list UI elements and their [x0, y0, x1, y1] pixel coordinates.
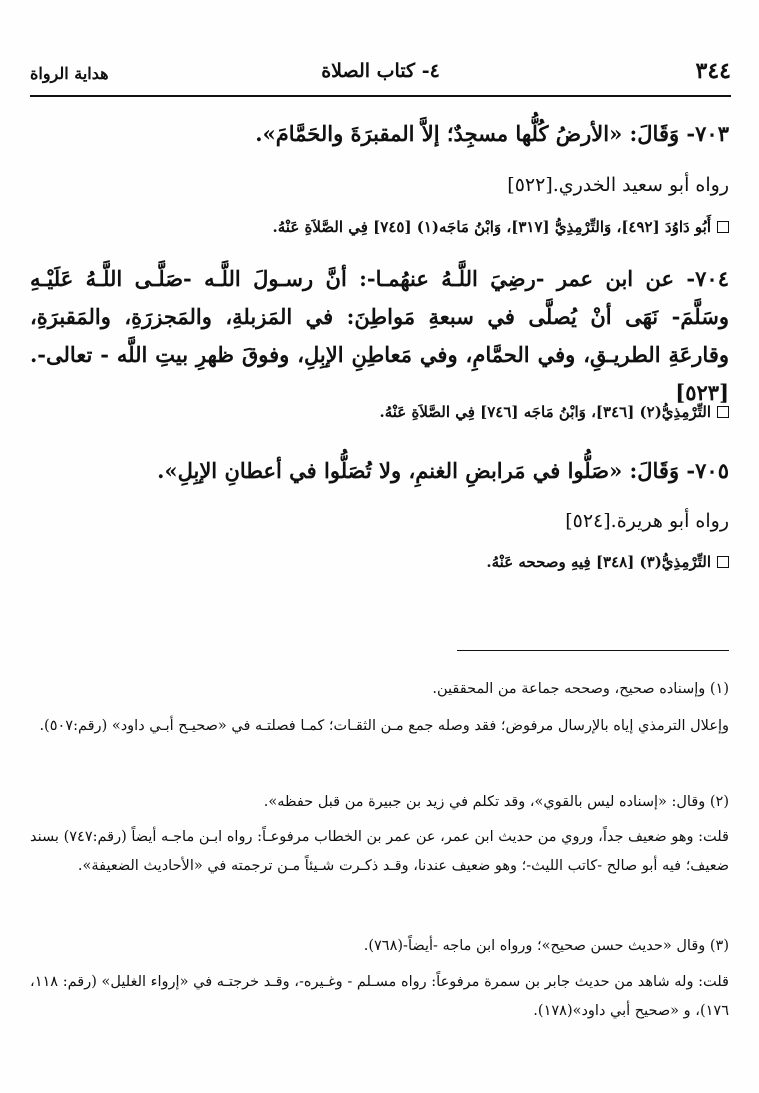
hadith-705-sources-text: التِّرْمِذِيُّ(٣) [٣٤٨] فِيهِ وصححه عَنْهُ. [486, 553, 711, 571]
page-header [30, 58, 731, 90]
page-number: ٣٤٤ [695, 58, 731, 84]
hadith-704-sources [30, 401, 729, 423]
footnote-2: (٢) وقال: «إسناده ليس بالقوي»، وقد تكلم في زيد بن جبيرة من قبل حفظه». [263, 794, 729, 810]
chapter-title: ٤- كتاب الصلاة [321, 60, 440, 82]
footnote-1: (١) وإسناده صحيح، وصححه جماعة من المحققين. [432, 681, 729, 697]
footnote-3: (٣) وقال «حديث حسن صحيح»؛ ورواه ابن ماجه -أيضاً-(٧٦٨). [363, 938, 729, 954]
footnote-3-note: قلت: وله شاهد من حديث جابر بن سمرة مرفوعاً: رواه مسـلم - وغـيره-، وقـد خرجتـه في «إرواء الغليل» (رقم: ١١٨، ١٧٦)، و «صحيح أبي داود»(١٧٨). [30, 974, 729, 1019]
hadith-705-narrator: رواه أبو هريرة.[٥٢٤] [565, 510, 729, 532]
hadith-704-sources-text: التِّرْمِذِيُّ(٢) [٣٤٦]، وَابْنُ مَاجَه [٧٤٦] فِي الصَّلاَةِ عَنْهُ. [379, 403, 711, 421]
hadith-703-sources [30, 216, 729, 238]
checkbox-square-icon [717, 556, 729, 568]
hadith-704-text: ٧٠٤- عن ابن عمر -رضِيَ اللَّـهُ عنهُمـا-: أنَّ رسـولَ اللَّـه -صَلَّـى اللَّـهُ عَلَيْـهِ وسَلَّمَ- نَهَى أنْ يُصلَّى في سبعةِ مَواطِنَ: في المَزبلةِ، والمَجزرَةِ، والمَقبرَةِ، وقارعَةِ الطريـقِ، وفي الحمَّامِ، وفي مَعاطِنِ الإبِلِ، وفوقَ ظهرِ بيتِ اللَّه - تعالى-.[٥٢٣] [30, 266, 729, 405]
book-title: هداية الرواة [30, 64, 109, 83]
footnote-rule [457, 650, 729, 651]
hadith-705-text: ٧٠٥- وَقَالَ: «صَلُّوا في مَرابضِ الغنمِ، ولا تُصَلُّوا في أعطانِ الإبِلِ». [157, 458, 729, 483]
hadith-703-sources-text: أَبُو دَاوُدَ [٤٩٢]، وَالتِّرْمِذِيُّ [٣١٧]، وَابْنُ مَاجَه(١) [٧٤٥] فِي الصَّلاَةِ عَنْهُ. [272, 218, 711, 236]
checkbox-square-icon [717, 221, 729, 233]
hadith-703-narrator: رواه أبو سعيد الخدري.[٥٢٢] [507, 174, 729, 196]
footnote-2-note: قلت: وهو ضعيف جداً، وروي من حديث ابن عمر، عن عمر بن الخطاب مرفوعـاً: رواه ابـن ماجـه أيضاً (رقم:٧٤٧) بسند ضعيف؛ فيه أبو صالح -كاتب الليث-؛ وهو ضعيف عندنا، وقـد ذكـرت شـيئاً مـن ترجمته في «الأحاديث الضعيفة». [30, 829, 729, 874]
footnote-1-note: وإعلال الترمذي إياه بالإرسال مرفوض؛ فقد وصله جمع مـن الثقـات؛ كمـا فصلتـه في «صحيـح أبـي داود» (رقم:٥٠٧). [39, 718, 729, 734]
checkbox-square-icon [717, 406, 729, 418]
hadith-705-sources [30, 551, 729, 573]
header-rule [30, 95, 731, 97]
hadith-703-text: ٧٠٣- وَقَالَ: «الأرضُ كُلُّها مسجِدٌ؛ إلاَّ المقبرَةَ والحَمَّامَ». [255, 121, 729, 146]
